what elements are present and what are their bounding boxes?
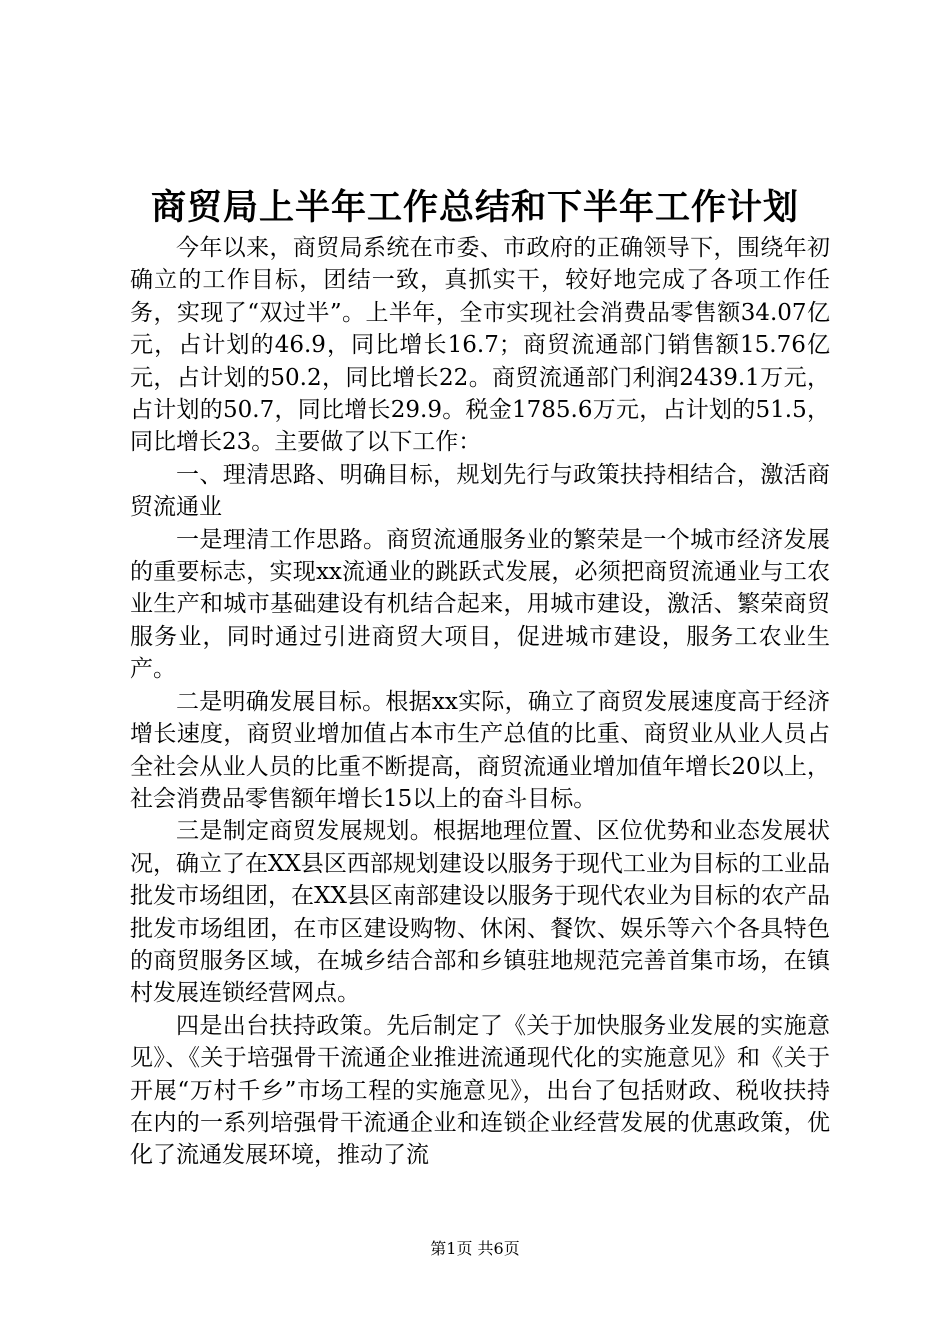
paragraph-development-goals: 二是明确发展目标。根据xx实际，确立了商贸发展速度高于经济增长速度，商贸业增加值占本市生产总值的比重、商贸业从业人员占全社会从业人员的比重不断提高，商贸流通业增加值年增长20以上，社会消费品零售额年增长15以上的奋斗目标。 — [130, 688, 830, 812]
document-body — [130, 232, 830, 1172]
page-number-footer: 第1页 共6页 — [430, 1239, 520, 1258]
paragraph-support-policies: 四是出台扶持政策。先后制定了《关于加快服务业发展的实施意见》、《关于培强骨干流通企业推进流通现代化的实施意见》和《关于开展“万村千乡”市场工程的实施意见》，出台了包括财政、税收扶持在内的一系列培强骨干流通企业和连锁企业经营发展的优惠政策，优化了流通发展环境，推动了流 — [130, 1012, 830, 1169]
section-heading-1: 一、理清思路、明确目标，规划先行与政策扶持相结合，激活商贸流通业 — [130, 461, 830, 521]
paragraph-intro: 今年以来，商贸局系统在市委、市政府的正确领导下，围绕年初确立的工作目标，团结一致，真抓实干，较好地完成了各项工作任务，实现了“双过半”。上半年，全市实现社会消费品零售额34.07亿元，占计划的46.9，同比增长16.7；商贸流通部门销售额15.76亿元，占计划的50.2，同比增长22。商贸流通部门利润2439.1万元，占计划的50.7，同比增长29.9。税金1785.6万元，占计划的51.5，同比增长23。主要做了以下工作： — [130, 235, 830, 456]
document-title: 商贸局上半年工作总结和下半年工作计划 — [150, 187, 799, 228]
paragraph-work-thinking: 一是理清工作思路。商贸流通服务业的繁荣是一个城市经济发展的重要标志，实现xx流通业的跳跃式发展，必须把商贸流通业与工农业生产和城市基础建设有机结合起来，用城市建设，激活、繁荣商贸服务业，同时通过引进商贸大项目，促进城市建设，服务工农业生产。 — [130, 526, 830, 683]
paragraph-development-plan: 三是制定商贸发展规划。根据地理位置、区位优势和业态发展状况，确立了在XX县区西部规划建设以服务于现代工业为目标的工业品批发市场组团，在XX县区南部建设以服务于现代农业为目标的农产品批发市场组团，在市区建设购物、休闲、餐饮、娱乐等六个各具特色的商贸服务区域，在城乡结合部和乡镇驻地规范完善首集市场，在镇村发展连锁经营网点。 — [130, 818, 830, 1007]
